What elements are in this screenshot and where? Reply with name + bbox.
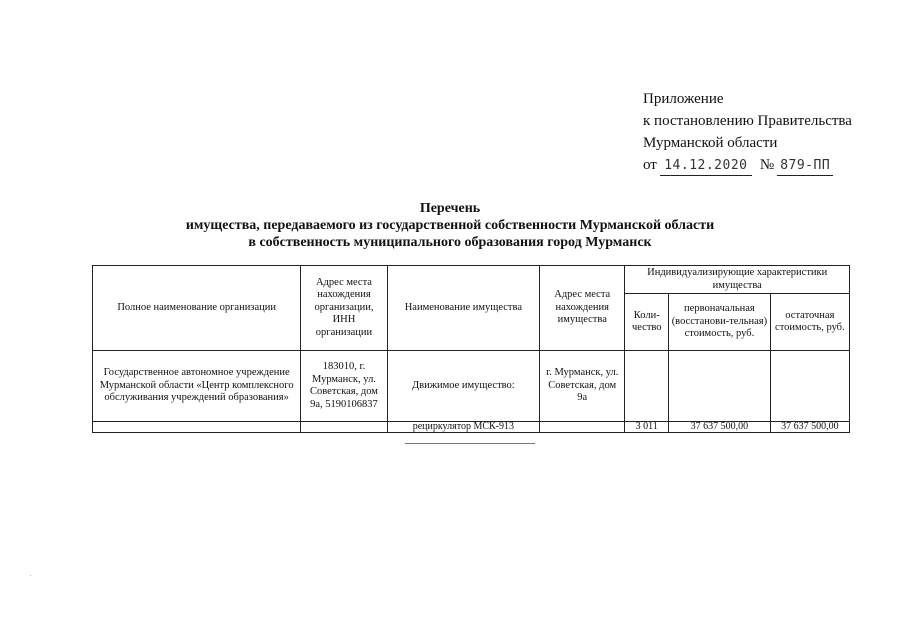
header-property-address: Адрес места нахождения имущества — [540, 266, 625, 351]
table-header-row — [93, 266, 850, 294]
document-title — [120, 200, 780, 251]
annex-line-3: Мурманской области — [643, 135, 778, 151]
title-line-1: Перечень — [419, 201, 481, 216]
table-row — [93, 422, 850, 433]
cell-org: Государственное автономное учреждение Мурманской области «Центр комплексного обслуживания учреждений образования» — [93, 351, 301, 422]
cell-item-quantity: 3 011 — [625, 422, 669, 433]
cell-empty-residual — [770, 351, 849, 422]
cell-item-initial-cost: 37 637 500,00 — [669, 422, 771, 433]
table-row — [93, 351, 850, 422]
cell-org-address: 183010, г. Мурманск, ул. Советская, дом 9а, 5190106837 — [301, 351, 387, 422]
annex-line-1: Приложение — [643, 91, 724, 107]
title-line-2: имущества, передаваемого из государственной собственности Мурманской области — [185, 218, 715, 233]
header-initial-cost: первоначальная (восстанови-тельная) стоимость, руб. — [669, 294, 771, 351]
cell-item-name: рециркулятор МСК-913 — [387, 422, 539, 433]
annex-date-line — [643, 154, 852, 176]
cell-property-category: Движимое имущество: — [387, 351, 539, 422]
number-value: 879-ПП — [777, 157, 833, 176]
header-org: Полное наименование организации — [93, 266, 301, 351]
end-rule — [405, 443, 535, 444]
date-prefix: от — [643, 157, 657, 173]
cell-item-residual-cost: 37 637 500,00 — [770, 422, 849, 433]
cell-empty-addr — [301, 422, 387, 433]
scan-speck — [30, 575, 31, 576]
header-org-address: Адрес места нахождения организации, ИНН организации — [301, 266, 387, 351]
header-residual-cost: остаточная стоимость, руб. — [770, 294, 849, 351]
title-line-3: в собственность муниципального образования город Мурманск — [248, 235, 652, 250]
header-property-name: Наименование имущества — [387, 266, 539, 351]
cell-property-address: г. Мурманск, ул. Советская, дом 9а — [540, 351, 625, 422]
property-table — [92, 265, 850, 433]
header-quantity: Коли-чество — [625, 294, 669, 351]
number-sign: № — [759, 157, 775, 173]
cell-empty-initial — [669, 351, 771, 422]
date-value: 14.12.2020 — [660, 157, 752, 176]
annex-header — [643, 88, 852, 176]
annex-line-2: к постановлению Правительства — [643, 113, 852, 129]
header-characteristics: Индивидуализирующие характеристики имущества — [625, 266, 850, 294]
cell-empty-loc — [540, 422, 625, 433]
cell-empty-qty — [625, 351, 669, 422]
cell-empty-org — [93, 422, 301, 433]
